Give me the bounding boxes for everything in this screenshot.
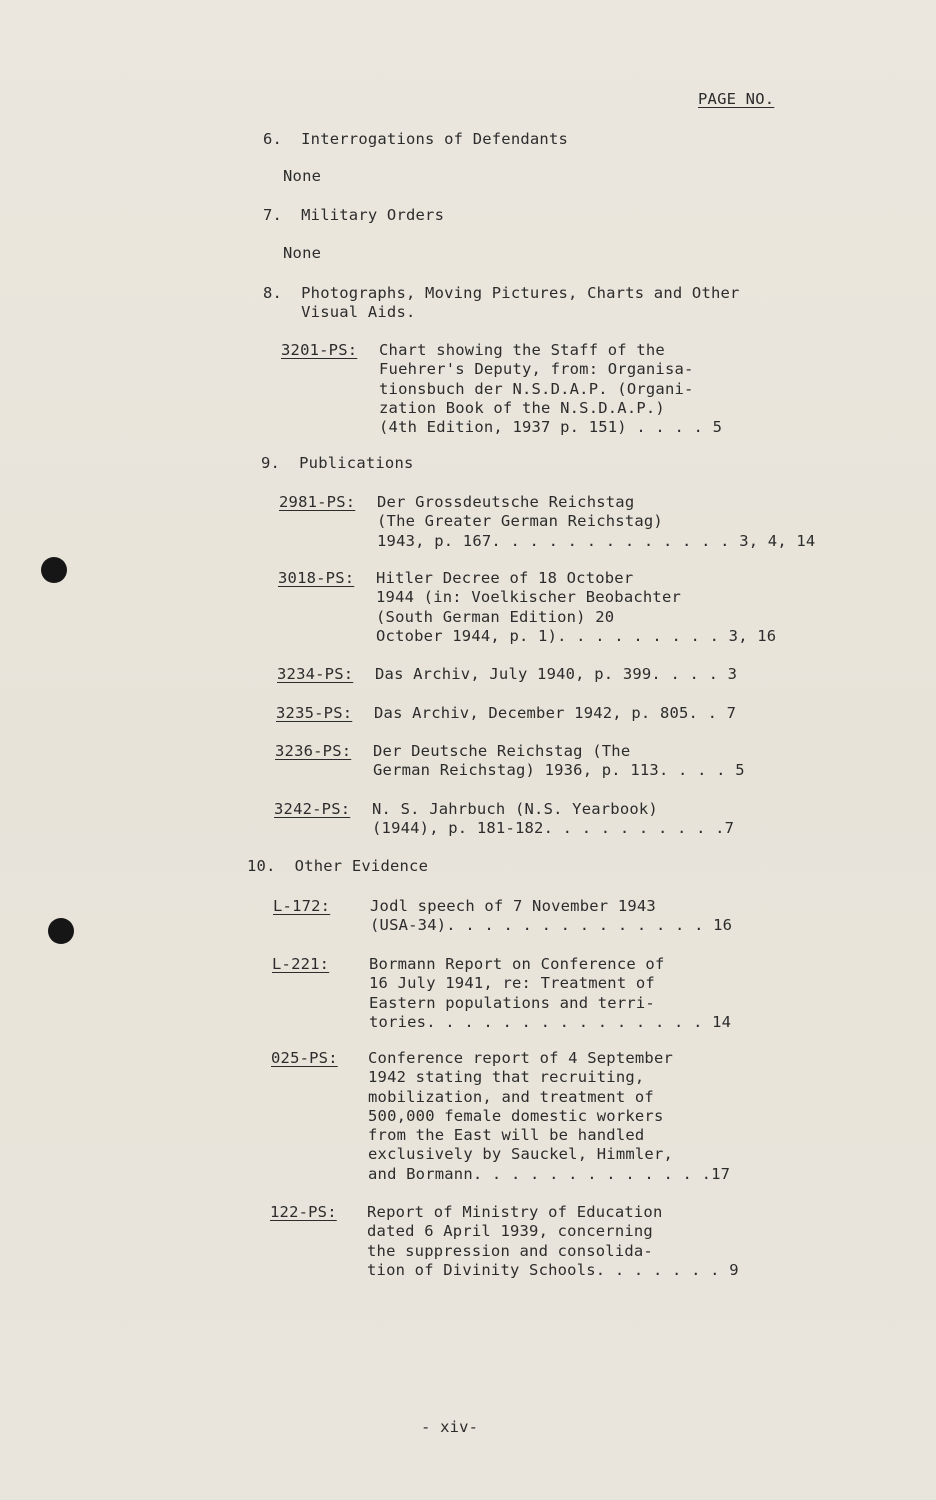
entry-text-3201-ps: Chart showing the Staff of the Fuehrer's Deputy, from: Organisa- tionsbuch der N.S.D.A.P. (Organi- zation Book of the N.S.D.A.P.) (4th Edition, 1937 p. 151) . . . . 5 bbox=[379, 341, 723, 437]
entry-ref-3018-ps: 3018-PS: bbox=[278, 569, 355, 587]
entry-ref-l-172: L-172: bbox=[273, 897, 331, 915]
section-10-heading: 10. Other Evidence bbox=[247, 857, 429, 875]
section-7-heading: 7. Military Orders bbox=[263, 206, 445, 224]
entry-text-3018-ps: Hitler Decree of 18 October 1944 (in: Voelkischer Beobachter (South German Edition) 20 October 1944, p. 1). . . . . . . . . 3, 16 bbox=[376, 569, 777, 645]
entry-text-122-ps: Report of Ministry of Education dated 6 April 1939, concerning the suppression and consolida- tion of Divinity Schools. . . . . . . 9 bbox=[367, 1203, 739, 1279]
entry-text-2981-ps: Der Grossdeutsche Reichstag (The Greater German Reichstag) 1943, p. 167. . . . . . . . . . . . . 3, 4, 14 bbox=[377, 493, 816, 550]
entry-ref-3201-ps: 3201-PS: bbox=[281, 341, 358, 359]
entry-text-3242-ps: N. S. Jahrbuch (N.S. Yearbook) (1944), p. 181-182. . . . . . . . . .7 bbox=[372, 800, 735, 838]
section-9-heading: 9. Publications bbox=[261, 454, 414, 472]
section-7-none: None bbox=[283, 244, 322, 262]
entry-ref-3234-ps: 3234-PS: bbox=[277, 665, 354, 683]
entry-ref-3236-ps: 3236-PS: bbox=[275, 742, 352, 760]
section-6-heading: 6. Interrogations of Defendants bbox=[263, 130, 569, 148]
entry-text-025-ps: Conference report of 4 September 1942 stating that recruiting, mobilization, and treatment of 500,000 female domestic workers from the East will be handled exclusively by Sauckel, Himmler, and Bormann. . . . . . . . . . . . .17 bbox=[368, 1049, 731, 1183]
page-footer-number: - xiv- bbox=[421, 1418, 479, 1436]
entry-ref-3235-ps: 3235-PS: bbox=[276, 704, 353, 722]
entry-ref-2981-ps: 2981-PS: bbox=[279, 493, 356, 511]
entry-ref-025-ps: 025-PS: bbox=[271, 1049, 338, 1067]
entry-text-3236-ps: Der Deutsche Reichstag (The German Reichstag) 1936, p. 113. . . . 5 bbox=[373, 742, 745, 780]
entry-ref-122-ps: 122-PS: bbox=[270, 1203, 337, 1221]
punch-hole bbox=[48, 918, 74, 944]
punch-hole bbox=[41, 557, 67, 583]
entry-text-l-221: Bormann Report on Conference of 16 July 1941, re: Treatment of Eastern populations and terri- tories. . . . . . . . . . . . . . . 14 bbox=[369, 955, 732, 1031]
entry-text-3235-ps: Das Archiv, December 1942, p. 805. . 7 bbox=[374, 704, 737, 722]
section-8-heading: 8. Photographs, Moving Pictures, Charts and Other Visual Aids. bbox=[263, 284, 740, 322]
page-no-header: PAGE NO. bbox=[698, 90, 775, 108]
entry-text-3234-ps: Das Archiv, July 1940, p. 399. . . . 3 bbox=[375, 665, 738, 683]
entry-ref-3242-ps: 3242-PS: bbox=[274, 800, 351, 818]
entry-ref-l-221: L-221: bbox=[272, 955, 330, 973]
entry-text-l-172: Jodl speech of 7 November 1943 (USA-34). . . . . . . . . . . . . . 16 bbox=[370, 897, 733, 935]
section-6-none: None bbox=[283, 167, 322, 185]
